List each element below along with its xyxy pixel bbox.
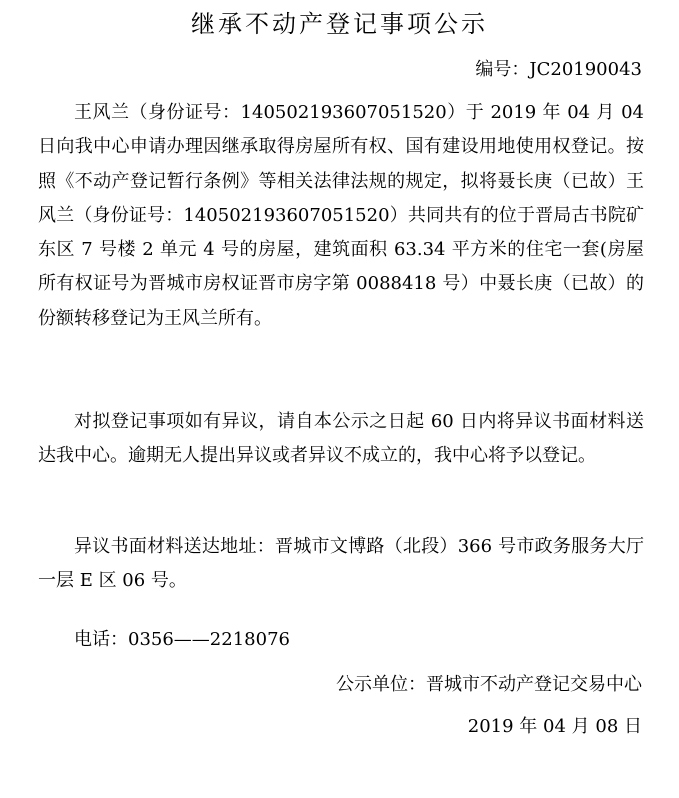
document-number: 编号：JC20190043 (475, 59, 642, 80)
issuing-unit: 公示单位：晋城市不动产登记交易中心 (336, 674, 642, 695)
document-title: 继承不动产登记事项公示 (191, 10, 488, 38)
paragraph-address: 异议书面材料送达地址：晋城市文博路（北段）366 号市政务服务大厅一层 E 区 06 号。 (38, 536, 644, 592)
paragraph-objection: 对拟登记事项如有异议，请自本公示之日起 60 日内将异议书面材料送达我中心。逾期无人提出异议或者异议不成立的，我中心将予以登记。 (38, 411, 644, 467)
paragraph-phone: 电话：0356——2218076 (74, 629, 290, 650)
issue-date: 2019 年 04 月 08 日 (467, 716, 642, 737)
paragraph-application: 王风兰（身份证号：140502193607051520）于 2019 年 04 月 04 日向我中心申请办理因继承取得房屋所有权、国有建设用地使用权登记。按照《不动产登记暂行条例》等相关法律法规的规定，拟将聂长庚（已故）王风兰（身份证号：140502193607051520）共同共有的位于晋局古书院矿东区 7 号楼 2 单元 4 号的房屋，建筑面积 63.34 平方米的住宅一套(房屋所有权证号为晋城市房权证晋市房字第 0088418 号）中聂长庚（已故）的份额转移登记为王风兰所有。 (38, 102, 644, 329)
